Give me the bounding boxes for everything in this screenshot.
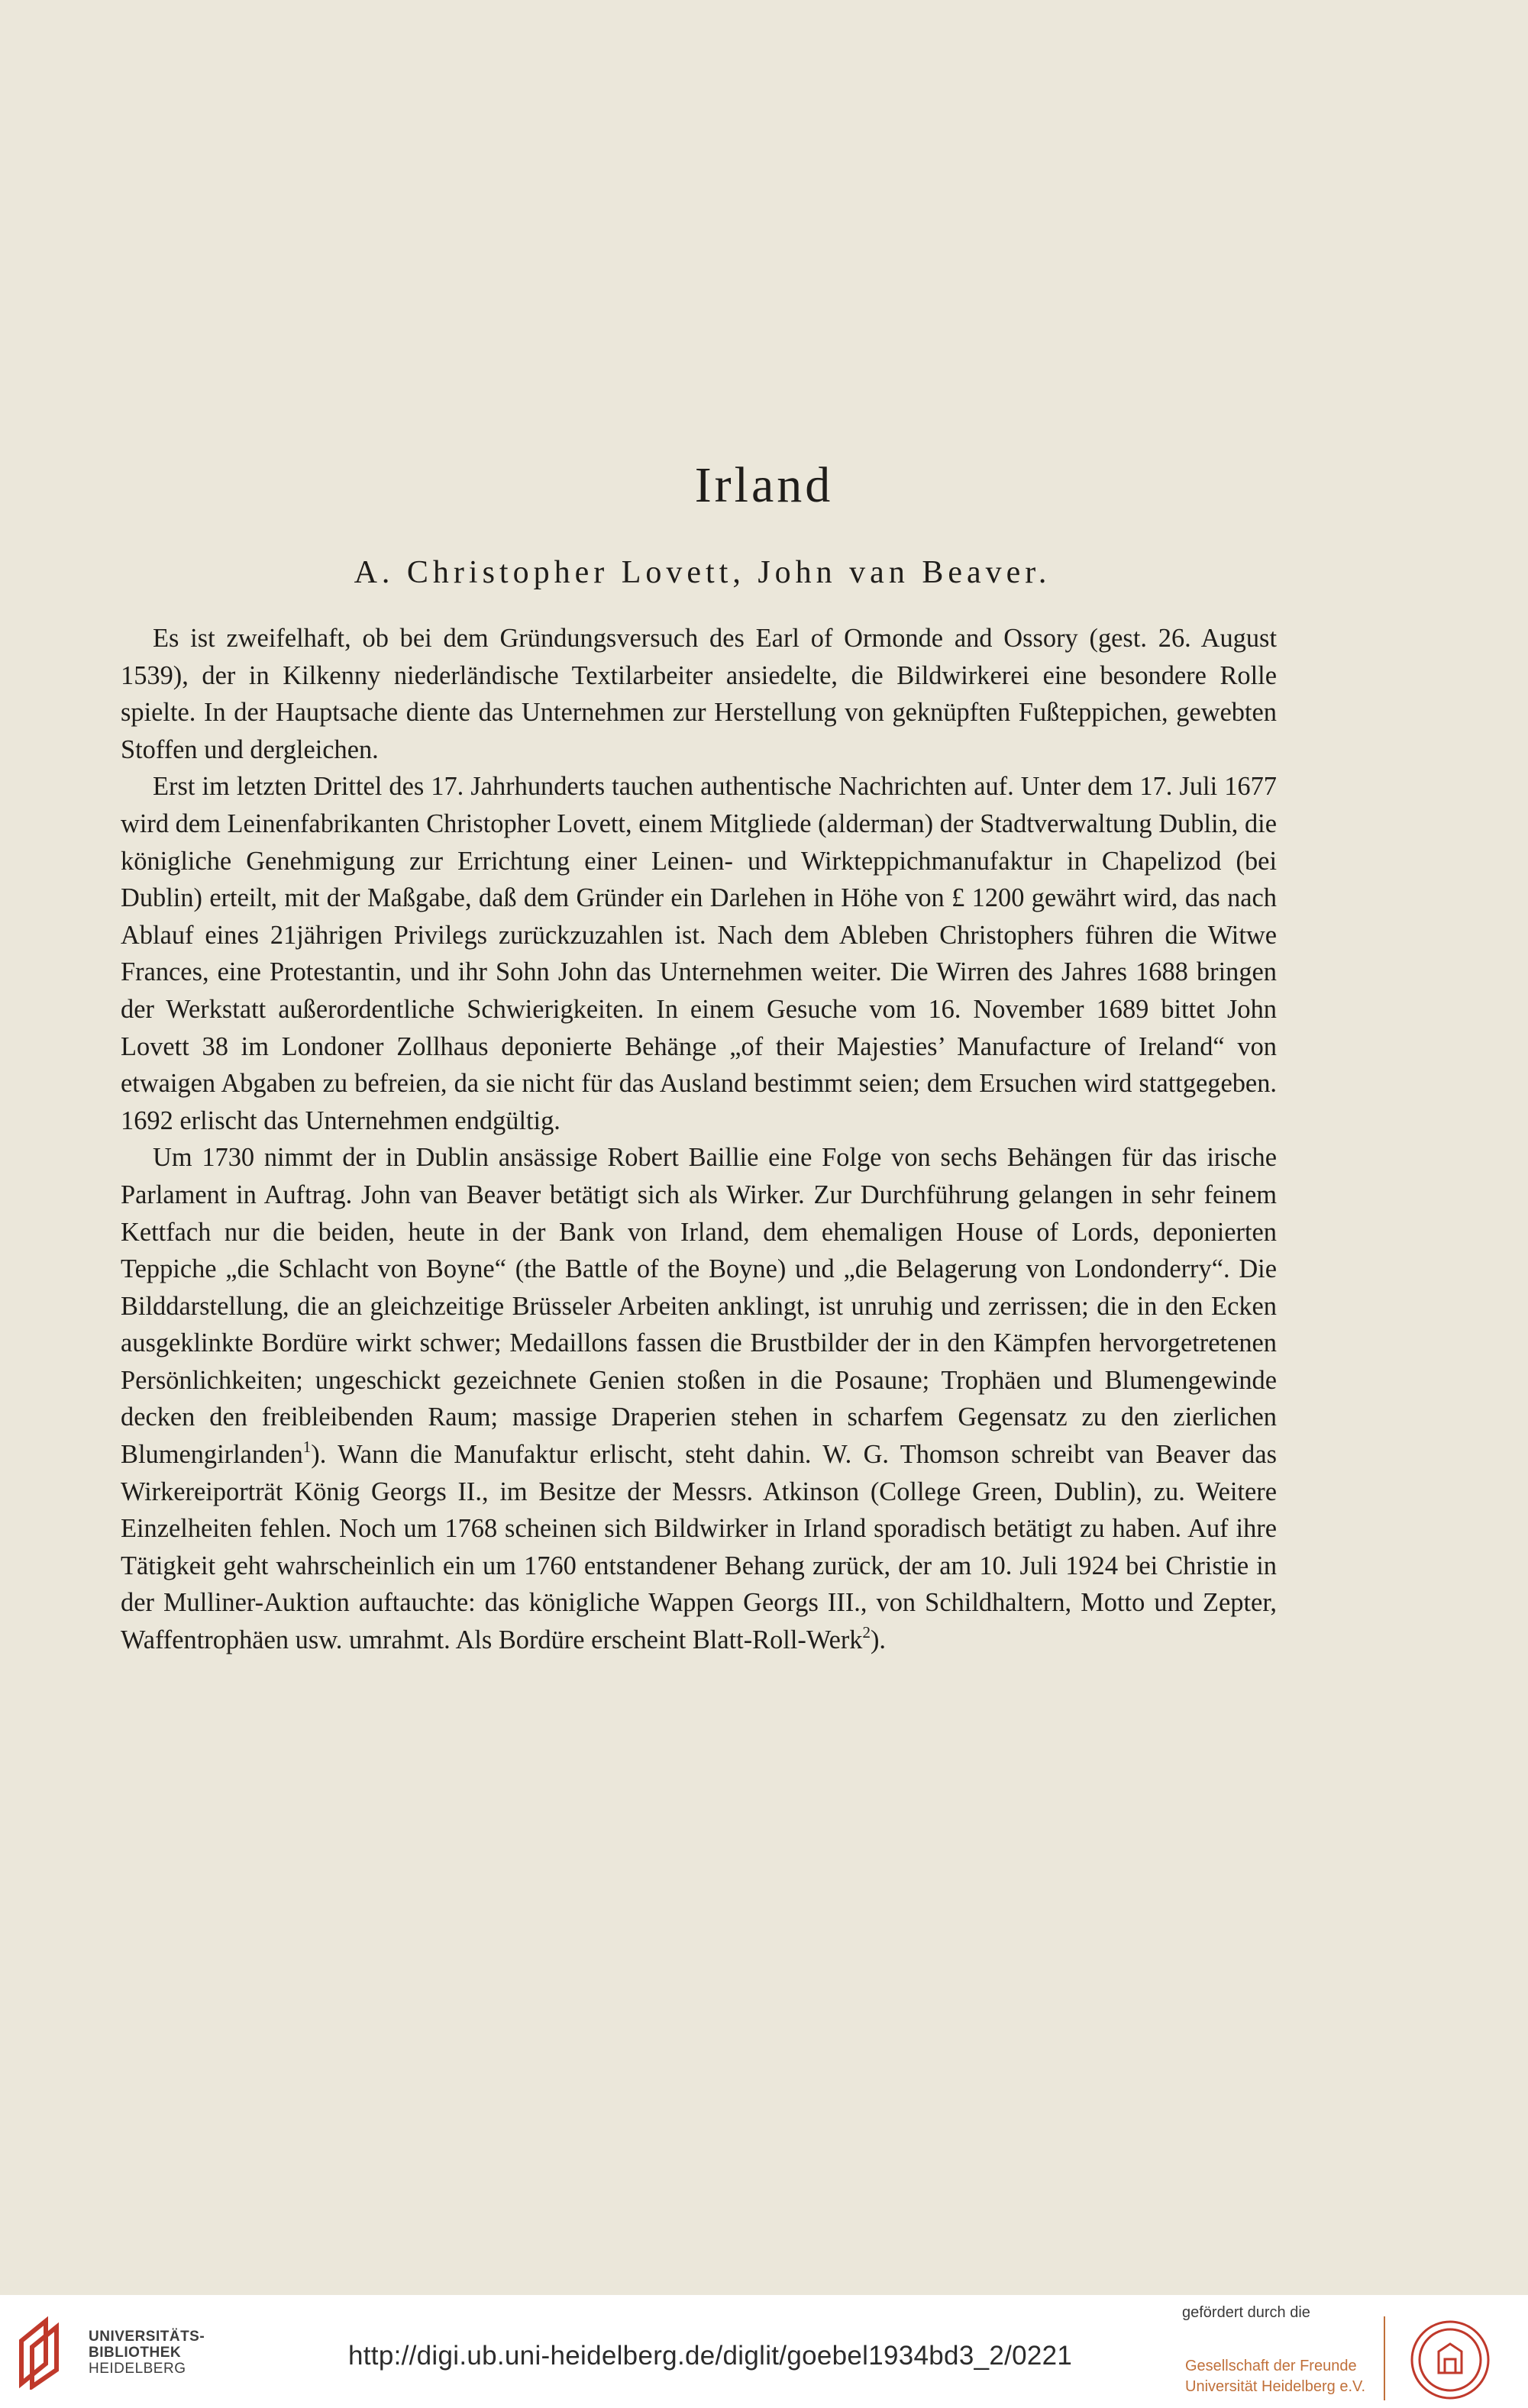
society-name bbox=[1185, 2356, 1365, 2397]
university-seal-icon bbox=[1399, 2318, 1501, 2402]
paragraph-1-text: Es ist zweifelhaft, ob bei dem Gründungsversuch des Earl of Ormonde and Ossory (gest. 26. August 1539), der in Kilkenny niederländische Textilarbeiter ansiedelte, die Bildwirkerei eine besondere Rolle spielte. In der Hauptsache diente das Unternehmen zur Herstellung von geknüpften Fußteppichen, gewebten Stoffen und dergleichen. bbox=[121, 624, 1277, 764]
library-name-line-2: BIBLIOTHEK bbox=[89, 2345, 182, 2361]
footnote-ref-1[interactable]: 1 bbox=[302, 1438, 312, 1457]
society-name-line-2: Universität Heidelberg e.V. bbox=[1185, 2378, 1366, 2395]
paragraph-1 bbox=[121, 620, 1277, 768]
permalink-url[interactable]: http://digi.ub.uni-heidelberg.de/diglit/goebel1934bd3_2/0221 bbox=[348, 2341, 1073, 2371]
body-text bbox=[121, 620, 1277, 1659]
page-title: Irland bbox=[694, 457, 834, 513]
paragraph-3-text-b: ). Wann die Manufaktur erlischt, steht dahin. W. G. Thomson schreibt van Beaver das Wirkereiporträt König Georgs II., im Besitze der Messrs. Atkinson (College Green, Dublin), zu. Weitere Einzelheiten fehlen. Noch um 1768 scheinen sich Bildwirker in Irland sporadisch betätigt zu haben. Auf ihre Tätigkeit geht wahrscheinlich ein um 1760 entstandener Behang zurück, der am 10. Juli 1924 bei Christie in der Mulliner-Auktion auftauchte: das königliche Wappen Georgs III., von Schildhaltern, Motto und Zepter, Waffentrophäen usw. umrahmt. Als Bordüre erscheint Blatt-Roll-Werk bbox=[121, 1440, 1277, 1655]
paragraph-3 bbox=[121, 1139, 1277, 1658]
footer-bar bbox=[0, 2295, 1528, 2408]
library-logo-icon bbox=[15, 2313, 82, 2390]
footnote-ref-2[interactable]: 2 bbox=[862, 1623, 871, 1642]
paragraph-3-text-a: Um 1730 nimmt der in Dublin ansässige Robert Baillie eine Folge von sechs Behängen für das irische Parlament in Auftrag. John van Beaver betätigt sich als Wirker. Zur Durchführung gelangen in sehr feinem Kettfach nur die beiden, heute in der Bank von Irland, dem ehemaligen House of Lords, deponierten Teppiche „die Schlacht von Boyne“ (the Battle of the Boyne) und „die Belagerung von Londonderry“. Die Bilddarstellung, die an gleichzeitige Brüsseler Arbeiten anklingt, ist unruhig und zerrissen; die in den Ecken ausgeklinkte Bordüre wirkt schwer; Medaillons fassen die Brustbilder der in den Kämpfen hervorgetretenen Persönlichkeiten; ungeschickt gezeichnete Genien stoßen in die Posaune; Trophäen und Blumengewinde decken den freibleibenden Raum; massige Draperien stehen in scharfem Gegensatz zu den zierlichen Blumengirlanden bbox=[121, 1143, 1277, 1470]
funded-by-label: gefördert durch die bbox=[1182, 2304, 1310, 2321]
paragraph-2-text: Erst im letzten Drittel des 17. Jahrhunderts tauchen authentische Nachrichten auf. Unter dem 17. Juli 1677 wird dem Leinenfabrikanten Christopher Lovett, einem Mitgliede (alderman) der Stadtverwaltung Dublin, die königliche Genehmigung zur Errichtung einer Leinen- und Wirkteppichmanufaktur in Chapelizod (bei Dublin) erteilt, mit der Maßgabe, daß dem Gründer ein Darlehen in Höhe von £ 1200 gewährt wird, das nach Ablauf eines 21jährigen Privilegs zurückzuzahlen ist. Nach dem Ableben Christophers führen die Witwe Frances, eine Protestantin, und ihr Sohn John das Unternehmen weiter. Die Wirren des Jahres 1688 bringen der Werkstatt außerordentliche Schwierigkeiten. In einem Gesuche vom 16. November 1689 bittet John Lovett 38 im Londoner Zollhaus deponierte Behänge „of their Majesties’ Manufacture of Ireland“ von etwaigen Abgaben zu befreien, da sie nicht für das Ausland bestimmt seien; dem Ersuchen wird stattgegeben. 1692 erlischt das Unternehmen endgültig. bbox=[121, 772, 1277, 1135]
section-subtitle: A. Christopher Lovett, John van Beaver. bbox=[354, 555, 1052, 590]
library-name-line-1: UNIVERSITÄTS- bbox=[89, 2329, 205, 2345]
footer-divider bbox=[1384, 2316, 1385, 2400]
paragraph-2 bbox=[121, 768, 1277, 1139]
paragraph-3-text-c: ). bbox=[870, 1625, 887, 1655]
library-name bbox=[89, 2329, 205, 2377]
society-name-line-1: Gesellschaft der Freunde bbox=[1185, 2358, 1357, 2374]
library-name-line-3: HEIDELBERG bbox=[89, 2361, 186, 2377]
